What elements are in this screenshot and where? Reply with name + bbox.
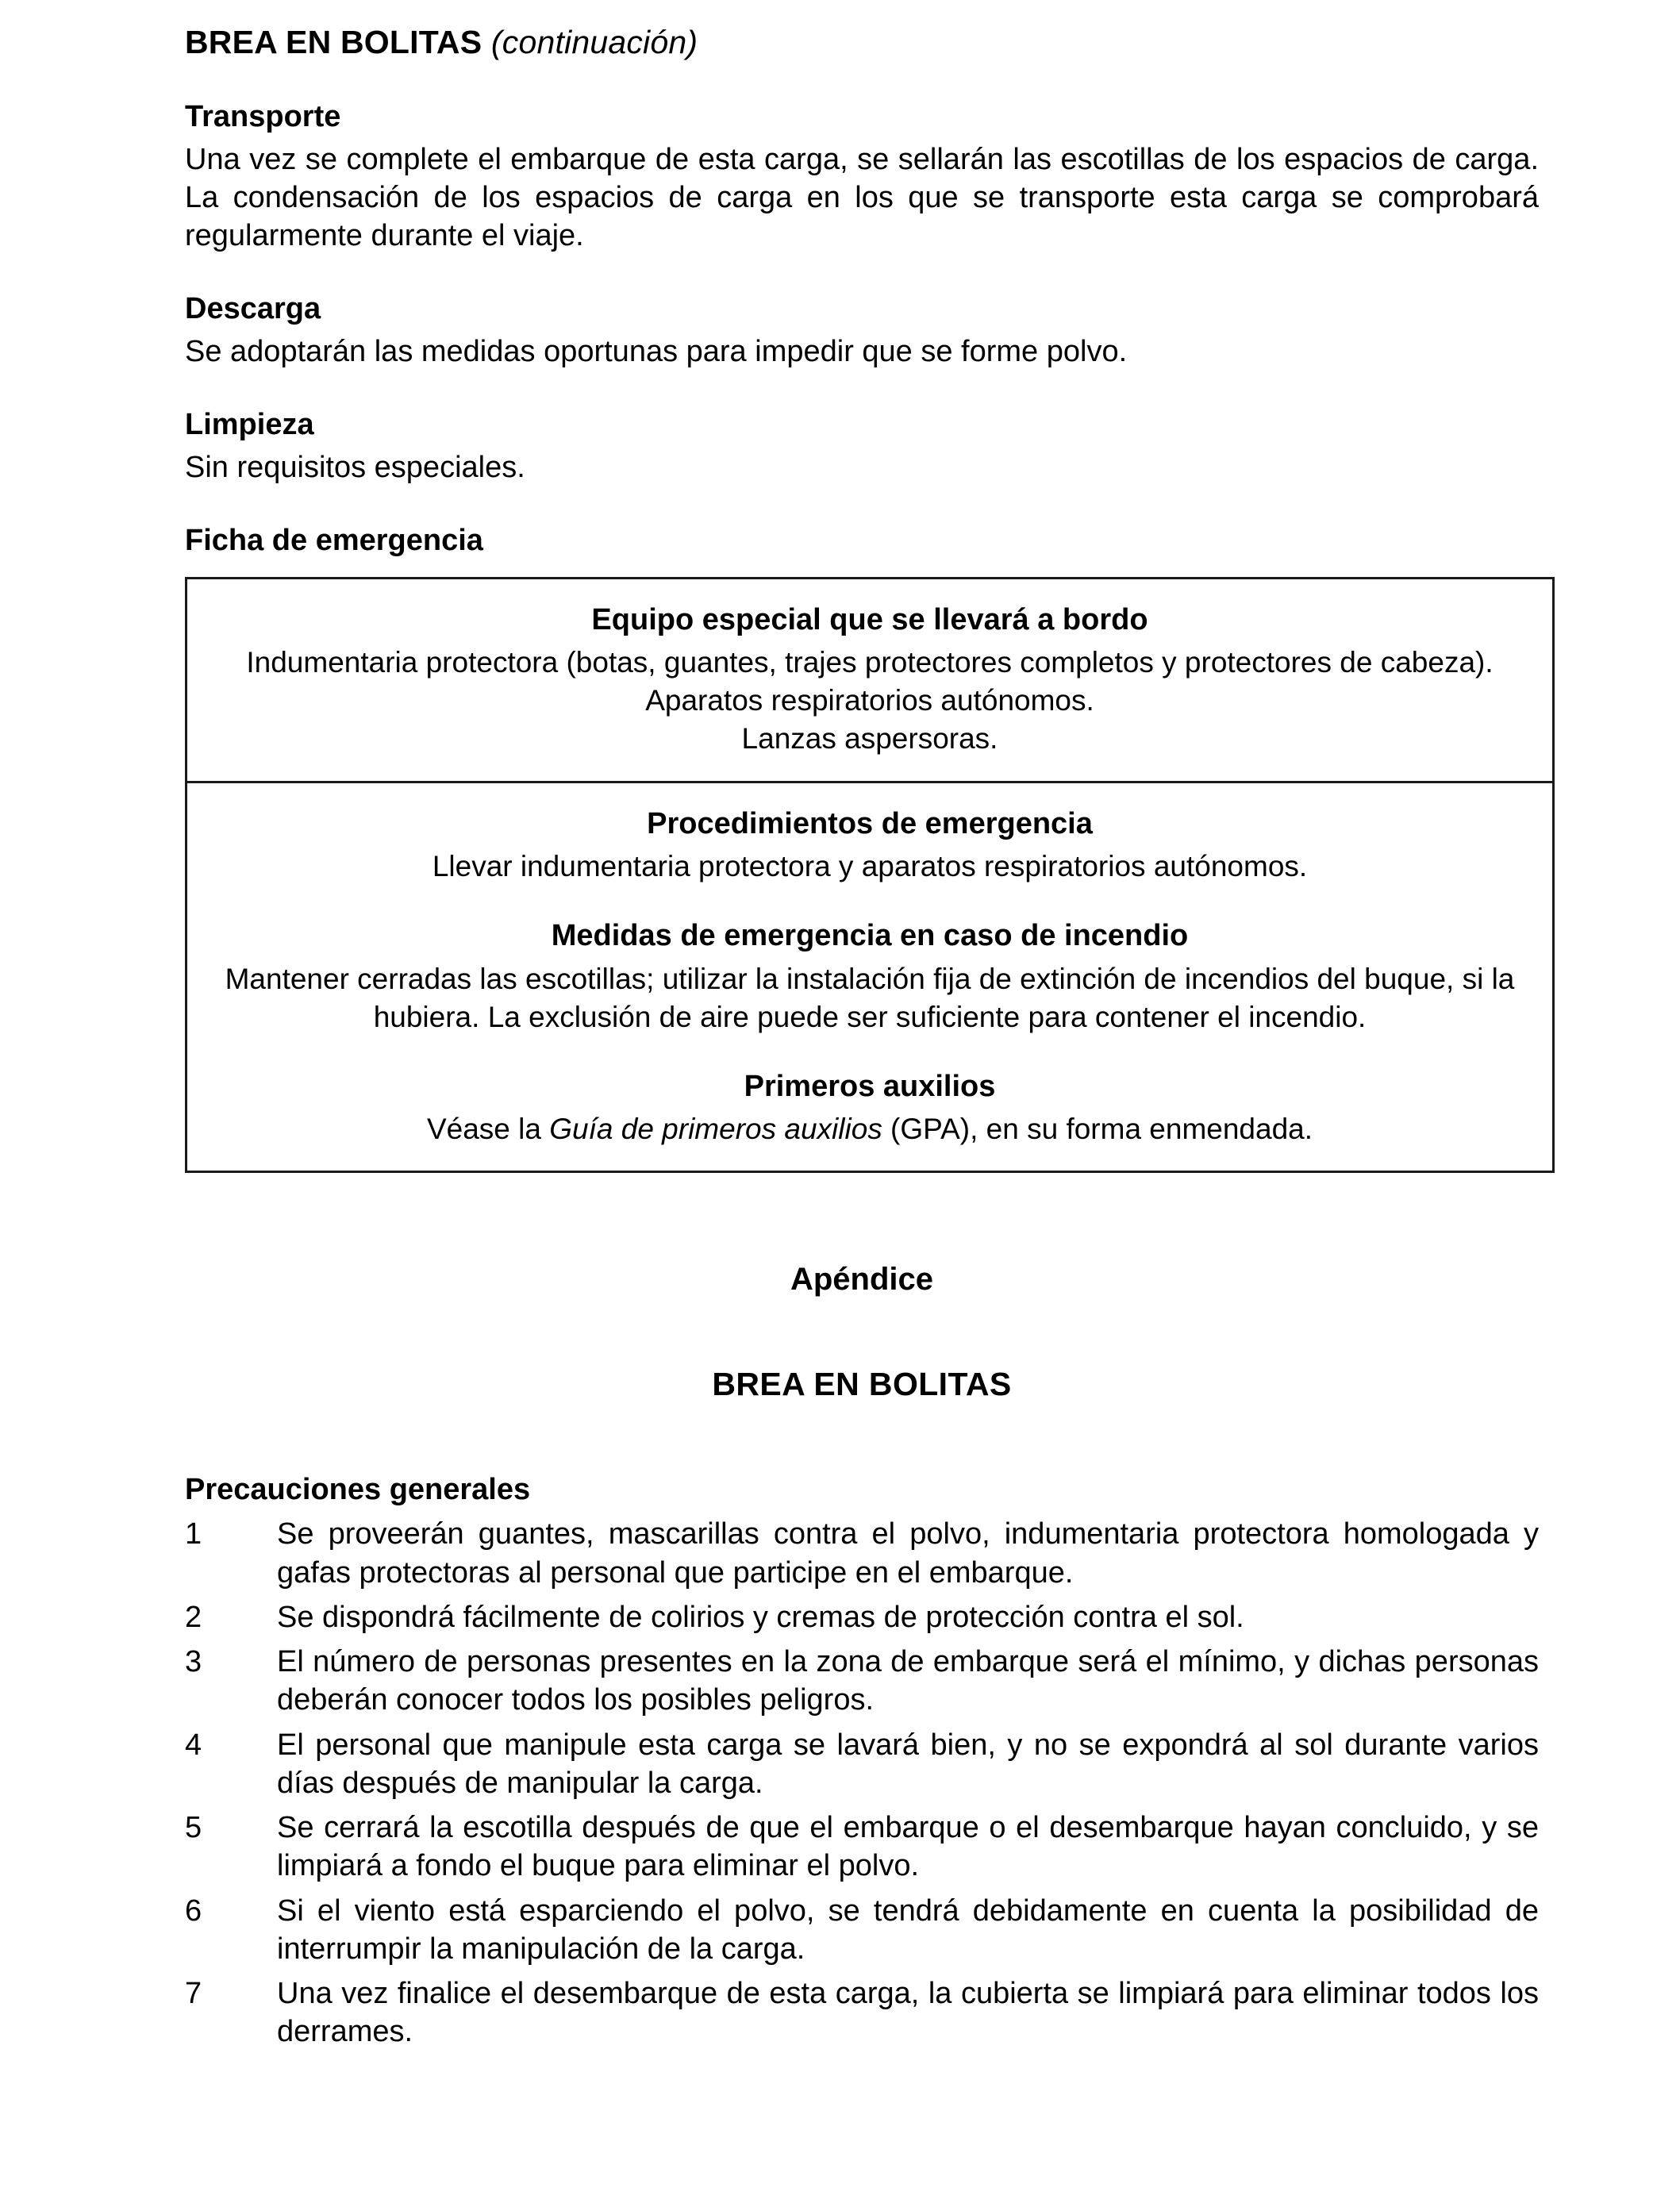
emergency-first-aid-title: Primeros auxilios [744, 1069, 996, 1103]
emergency-procedures-title: Procedimientos de emergencia [647, 806, 1093, 840]
appendix-title: BREA EN BOLITAS [712, 1366, 1012, 1403]
list-item-text: Se dispondrá fácilmente de colirios y cremas de protección contra el sol. [277, 1600, 1244, 1634]
list-item [185, 1598, 1539, 1636]
first-aid-text-after: (GPA), en su forma enmendada. [882, 1113, 1313, 1146]
precautions-section [185, 1473, 1539, 2051]
list-item [185, 1809, 1539, 1886]
list-item-number: 4 [185, 1728, 202, 1762]
list-item [185, 1515, 1539, 1592]
list-item [185, 1892, 1539, 1969]
appendix-section [185, 1262, 1539, 1403]
list-item-text: Si el viento está esparciendo el polvo, se tendrá debidamente en cuenta la posibilidad de interrumpir la manipulación de la carga. [277, 1894, 1539, 1966]
paragraph-limpieza: Sin requisitos especiales. [185, 450, 525, 484]
page-title-bold: BREA EN BOLITAS [185, 24, 482, 60]
emergency-cell-special-equipment [187, 579, 1552, 781]
appendix-label: Apéndice [790, 1262, 934, 1298]
list-item-number: 7 [185, 1977, 202, 2011]
first-aid-text-before: Véase la [426, 1113, 550, 1146]
list-item-text: Una vez finalice el desembarque de esta carga, la cubierta se limpiará para eliminar todos los derrames. [277, 1977, 1539, 2049]
precautions-list [185, 1515, 1539, 2051]
first-aid-guide-title: Guía de primeros auxilios [549, 1113, 882, 1146]
emergency-equipment-line-1: Indumentaria protectora (botas, guantes, trajes protectores completos y protectores de cabeza). [246, 646, 1494, 679]
heading-precauciones-generales: Precauciones generales [185, 1473, 531, 1507]
heading-ficha-de-emergencia: Ficha de emergencia [185, 524, 483, 558]
heading-limpieza: Limpieza [185, 408, 314, 442]
emergency-first-aid-text [214, 1110, 1525, 1148]
list-item [185, 1974, 1539, 2051]
paragraph-descarga: Se adoptarán las medidas oportunas para impedir que se forme polvo. [185, 335, 1128, 369]
list-item-number: 2 [185, 1600, 202, 1634]
list-item-number: 6 [185, 1894, 202, 1928]
emergency-equipment-line-2: Aparatos respiratorios autónomos. [645, 684, 1094, 717]
heading-descarga: Descarga [185, 292, 321, 326]
emergency-fire-text: Mantener cerradas las escotillas; utilizar la instalación fija de extinción de incendios del buque, si la hubiera. La exclusión de aire puede ser suficiente para contener el incendio. [225, 962, 1515, 1033]
heading-transporte: Transporte [185, 100, 341, 134]
emergency-procedures-text: Llevar indumentaria protectora y aparatos respiratorios autónomos. [432, 850, 1308, 883]
emergency-cell-procedures [187, 781, 1552, 1171]
list-item-number: 1 [185, 1517, 202, 1551]
paragraph-transporte: Una vez se complete el embarque de esta carga, se sellarán las escotillas de los espacios de carga. La condensación de los espacios de carga en los que se transporte esta carga se comprobará regularmente durante el viaje. [185, 142, 1539, 253]
page-title-continuation: (continuación) [490, 24, 698, 60]
list-item-number: 3 [185, 1645, 202, 1679]
list-item-text: El número de personas presentes en la zona de embarque será el mínimo, y dichas personas deberán conocer todos los posibles peligros. [277, 1645, 1539, 1717]
list-item-number: 5 [185, 1811, 202, 1845]
emergency-fire-title: Medidas de emergencia en caso de incendio [551, 919, 1189, 953]
emergency-equipment-title: Equipo especial que se llevará a bordo [591, 602, 1148, 636]
list-item-text: El personal que manipule esta carga se lavará bien, y no se expondrá al sol durante varios días después de manipular la carga. [277, 1728, 1539, 1800]
list-item-text: Se proveerán guantes, mascarillas contra el polvo, indumentaria protectora homologada y gafas protectoras al personal que participe en el embarque. [277, 1517, 1539, 1590]
emergency-card-table [185, 577, 1555, 1174]
page-title [185, 24, 1539, 61]
list-item [185, 1643, 1539, 1720]
emergency-equipment-line-3: Lanzas aspersoras. [741, 722, 998, 755]
list-item-text: Se cerrará la escotilla después de que el embarque o el desembarque hayan concluido, y se limpiará a fondo el buque para eliminar el polvo. [277, 1811, 1539, 1883]
list-item [185, 1726, 1539, 1803]
